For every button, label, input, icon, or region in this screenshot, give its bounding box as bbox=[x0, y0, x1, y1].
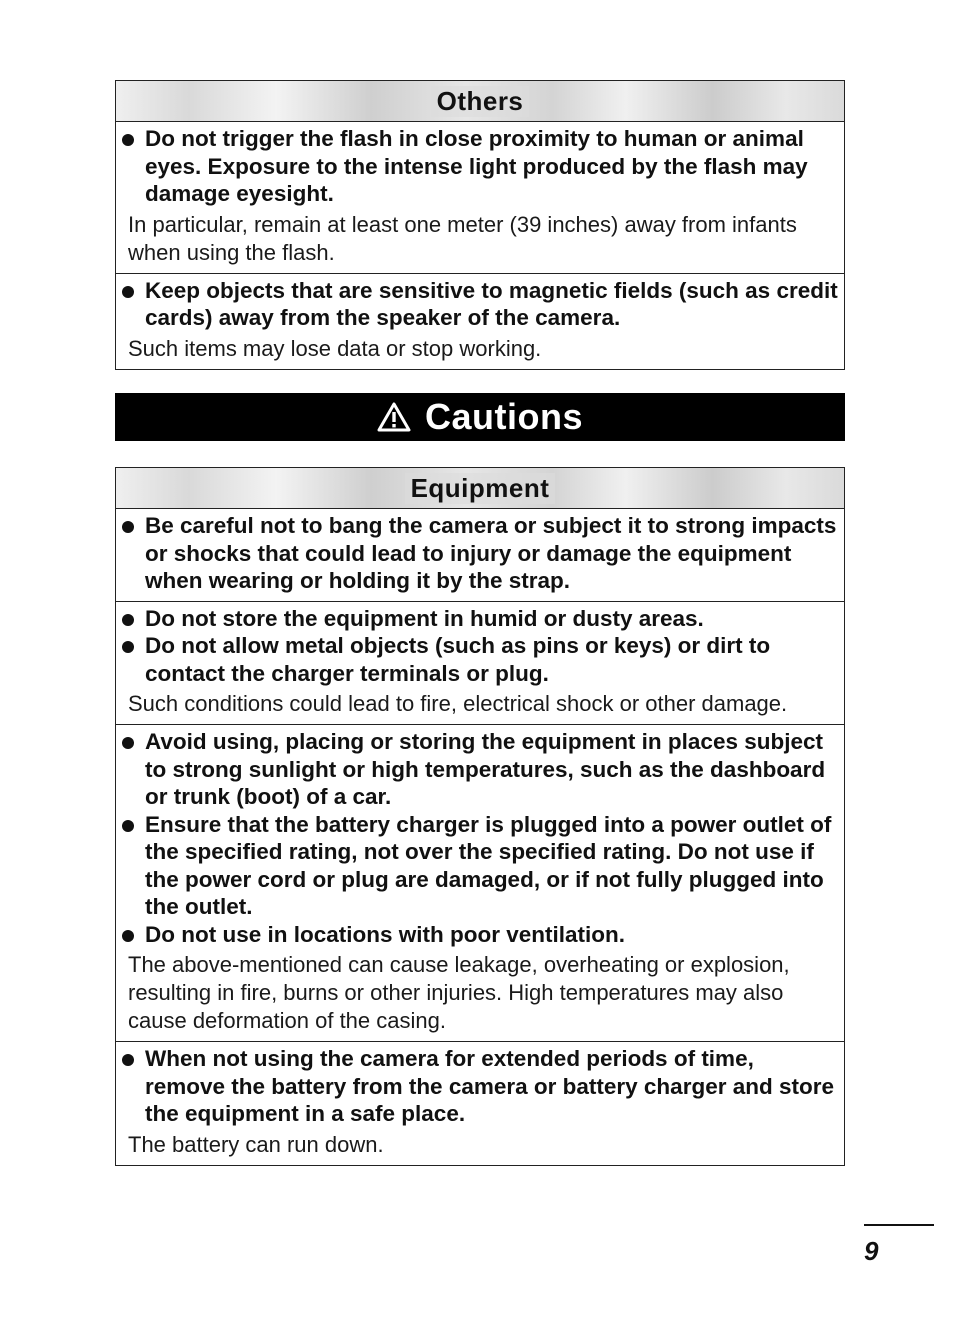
bullet-dot-icon bbox=[122, 930, 134, 942]
bullet-item: When not using the camera for extended periods of time, remove the battery from the camera or battery charger and store the equipment in a safe place. bbox=[120, 1045, 838, 1128]
section-note: In particular, remain at least one meter (39 inches) away from infants when using the flash. bbox=[128, 211, 797, 265]
equipment-section-1 bbox=[116, 509, 844, 602]
others-panel bbox=[115, 80, 845, 370]
equipment-title: Equipment bbox=[405, 473, 556, 504]
equipment-panel bbox=[115, 467, 845, 1166]
cautions-banner bbox=[115, 393, 845, 441]
others-title: Others bbox=[431, 86, 530, 117]
page-number-rule bbox=[864, 1224, 934, 1226]
bullet-dot-icon bbox=[122, 1054, 134, 1066]
bullet-item: Do not use in locations with poor ventilation. bbox=[120, 921, 838, 949]
equipment-header bbox=[116, 468, 844, 509]
bullet-item: Keep objects that are sensitive to magnetic fields (such as credit cards) away from the speaker of the camera. bbox=[120, 277, 838, 332]
bullet-dot-icon bbox=[122, 641, 134, 653]
others-section-1 bbox=[116, 122, 844, 274]
others-header bbox=[116, 81, 844, 122]
bullet-item: Be careful not to bang the camera or subject it to strong impacts or shocks that could lead to injury or damage the equipment when wearing or holding it by the strap. bbox=[120, 512, 838, 595]
section-note: The above-mentioned can cause leakage, overheating or explosion, resulting in fire, burns or other injuries. High temperatures may also cause deformation of the casing. bbox=[128, 952, 790, 1033]
others-section-2 bbox=[116, 274, 844, 369]
bullet-dot-icon bbox=[122, 286, 134, 298]
equipment-section-2 bbox=[116, 602, 844, 726]
bullet-item: Do not store the equipment in humid or dusty areas. bbox=[120, 605, 838, 633]
page-number: 9 bbox=[864, 1236, 879, 1266]
section-note: Such conditions could lead to fire, electrical shock or other damage. bbox=[128, 691, 788, 716]
bullet-item: Ensure that the battery charger is plugged into a power outlet of the specified rating, not over the specified rating. Do not use if the power cord or plug are damaged, or if not fully plugged into the outlet. bbox=[120, 811, 838, 921]
section-note: Such items may lose data or stop working. bbox=[128, 335, 542, 361]
bullet-dot-icon bbox=[122, 737, 134, 749]
bullet-item: Do not allow metal objects (such as pins or keys) or dirt to contact the charger terminals or plug. bbox=[120, 632, 838, 687]
equipment-section-4 bbox=[116, 1042, 844, 1165]
cautions-title: Cautions bbox=[424, 396, 583, 437]
section-note: The battery can run down. bbox=[128, 1131, 384, 1157]
bullet-dot-icon bbox=[122, 521, 134, 533]
warning-triangle-icon bbox=[377, 402, 411, 432]
bullet-item: Do not trigger the flash in close proximity to human or animal eyes. Exposure to the intense light produced by the flash may damage eyesight. bbox=[120, 125, 838, 208]
bullet-dot-icon bbox=[122, 820, 134, 832]
equipment-section-3 bbox=[116, 725, 844, 1042]
bullet-dot-icon bbox=[122, 134, 134, 146]
bullet-item: Avoid using, placing or storing the equipment in places subject to strong sunlight or high temperatures, such as the dashboard or trunk (boot) of a car. bbox=[120, 728, 838, 811]
bullet-dot-icon bbox=[122, 614, 134, 626]
